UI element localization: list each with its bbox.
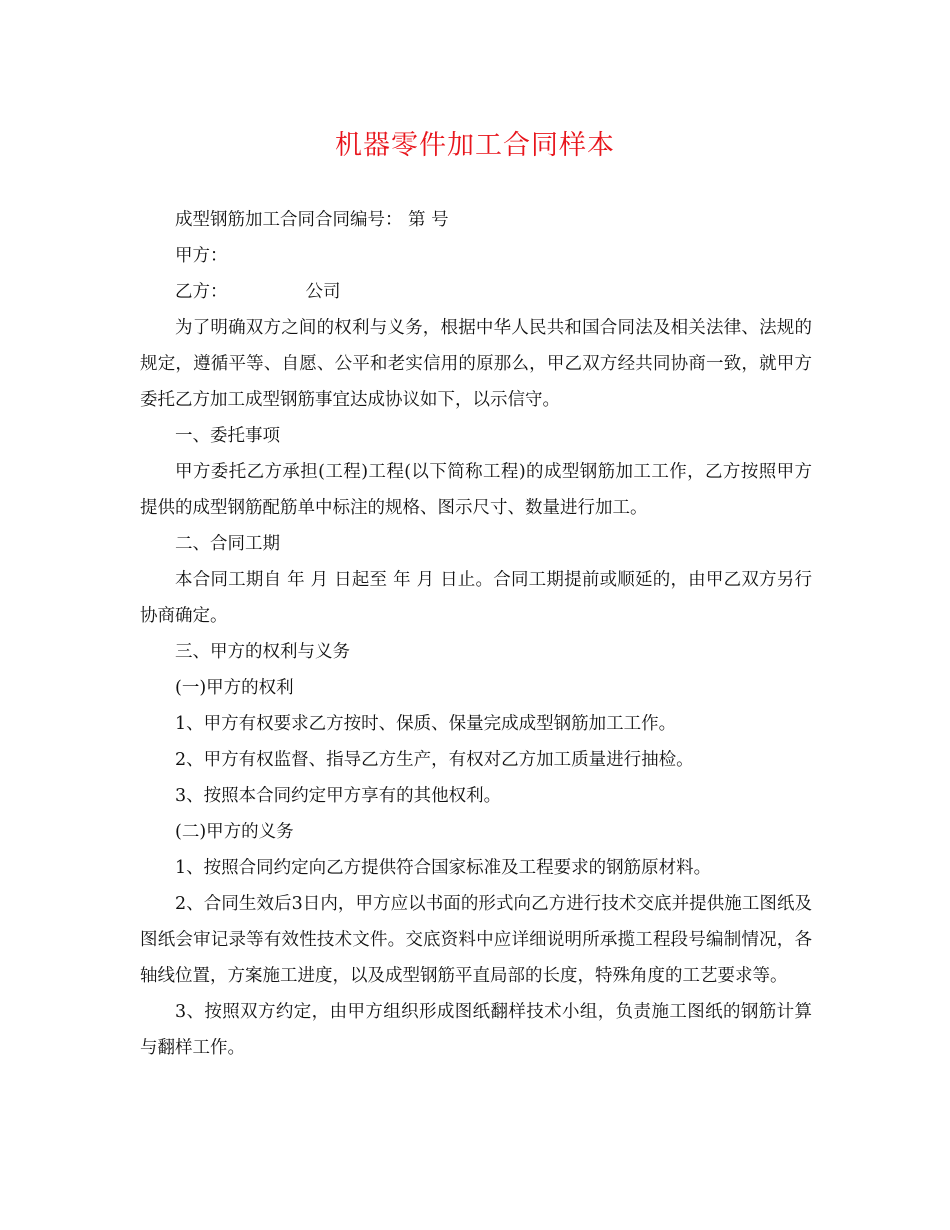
list-item: 2、甲方有权监督、指导乙方生产，有权对乙方加工质量进行抽检。 bbox=[175, 750, 694, 770]
contract-number-line: 成型钢筋加工合同合同编号： 第 号 bbox=[175, 210, 449, 230]
list-item: 2、合同生效后3日内，甲方应以书面的形式向乙方进行技术交底并提供施工图纸及图纸会审记录等有效性技术文件。交底资料中应详细说明所承揽工程段号编制情况，各轴线位置，方案施工进度，以及成型钢筋平直局部的长度，特殊角度的工艺要求等。 bbox=[140, 894, 812, 986]
paragraph-preamble: 为了明确双方之间的权利与义务，根据中华人民共和国合同法及相关法律、法规的规定，遵循平等、自愿、公平和老实信用的原那么，甲乙双方经共同协商一致，就甲方委托乙方加工成型钢筋事宜达成协议如下，以示信守。 bbox=[140, 318, 812, 410]
list-item: 3、按照本合同约定甲方享有的其他权利。 bbox=[175, 786, 502, 806]
paragraph: 甲方委托乙方承担(工程)工程(以下简称工程)的成型钢筋加工工作，乙方按照甲方提供的成型钢筋配筋单中标注的规格、图示尺寸、数量进行加工。 bbox=[140, 462, 812, 518]
section-heading: 三、甲方的权利与义务 bbox=[175, 642, 350, 662]
document-body bbox=[140, 202, 812, 1066]
party-b-line bbox=[140, 274, 812, 310]
list-item: 3、按照双方约定，由甲方组织形成图纸翻样技术小组，负责施工图纸的钢筋计算与翻样工作。 bbox=[140, 1002, 812, 1058]
paragraph: 本合同工期自 年 月 日起至 年 月 日止。合同工期提前或顺延的，由甲乙双方另行协商确定。 bbox=[140, 570, 812, 626]
list-item: 1、甲方有权要求乙方按时、保质、保量完成成型钢筋加工工作。 bbox=[175, 714, 677, 734]
subsection-heading: (二)甲方的义务 bbox=[175, 822, 294, 842]
document-title: 机器零件加工合同样本 bbox=[335, 130, 615, 161]
party-b-label: 乙方： bbox=[175, 282, 228, 302]
section-heading: 二、合同工期 bbox=[175, 534, 280, 554]
party-b-value: 公司 bbox=[305, 282, 341, 302]
subsection-heading: (一)甲方的权利 bbox=[175, 678, 294, 698]
section-heading: 一、委托事项 bbox=[175, 426, 280, 446]
party-a-line: 甲方： bbox=[175, 246, 228, 266]
list-item: 1、按照合同约定向乙方提供符合国家标准及工程要求的钢筋原材料。 bbox=[175, 858, 712, 878]
